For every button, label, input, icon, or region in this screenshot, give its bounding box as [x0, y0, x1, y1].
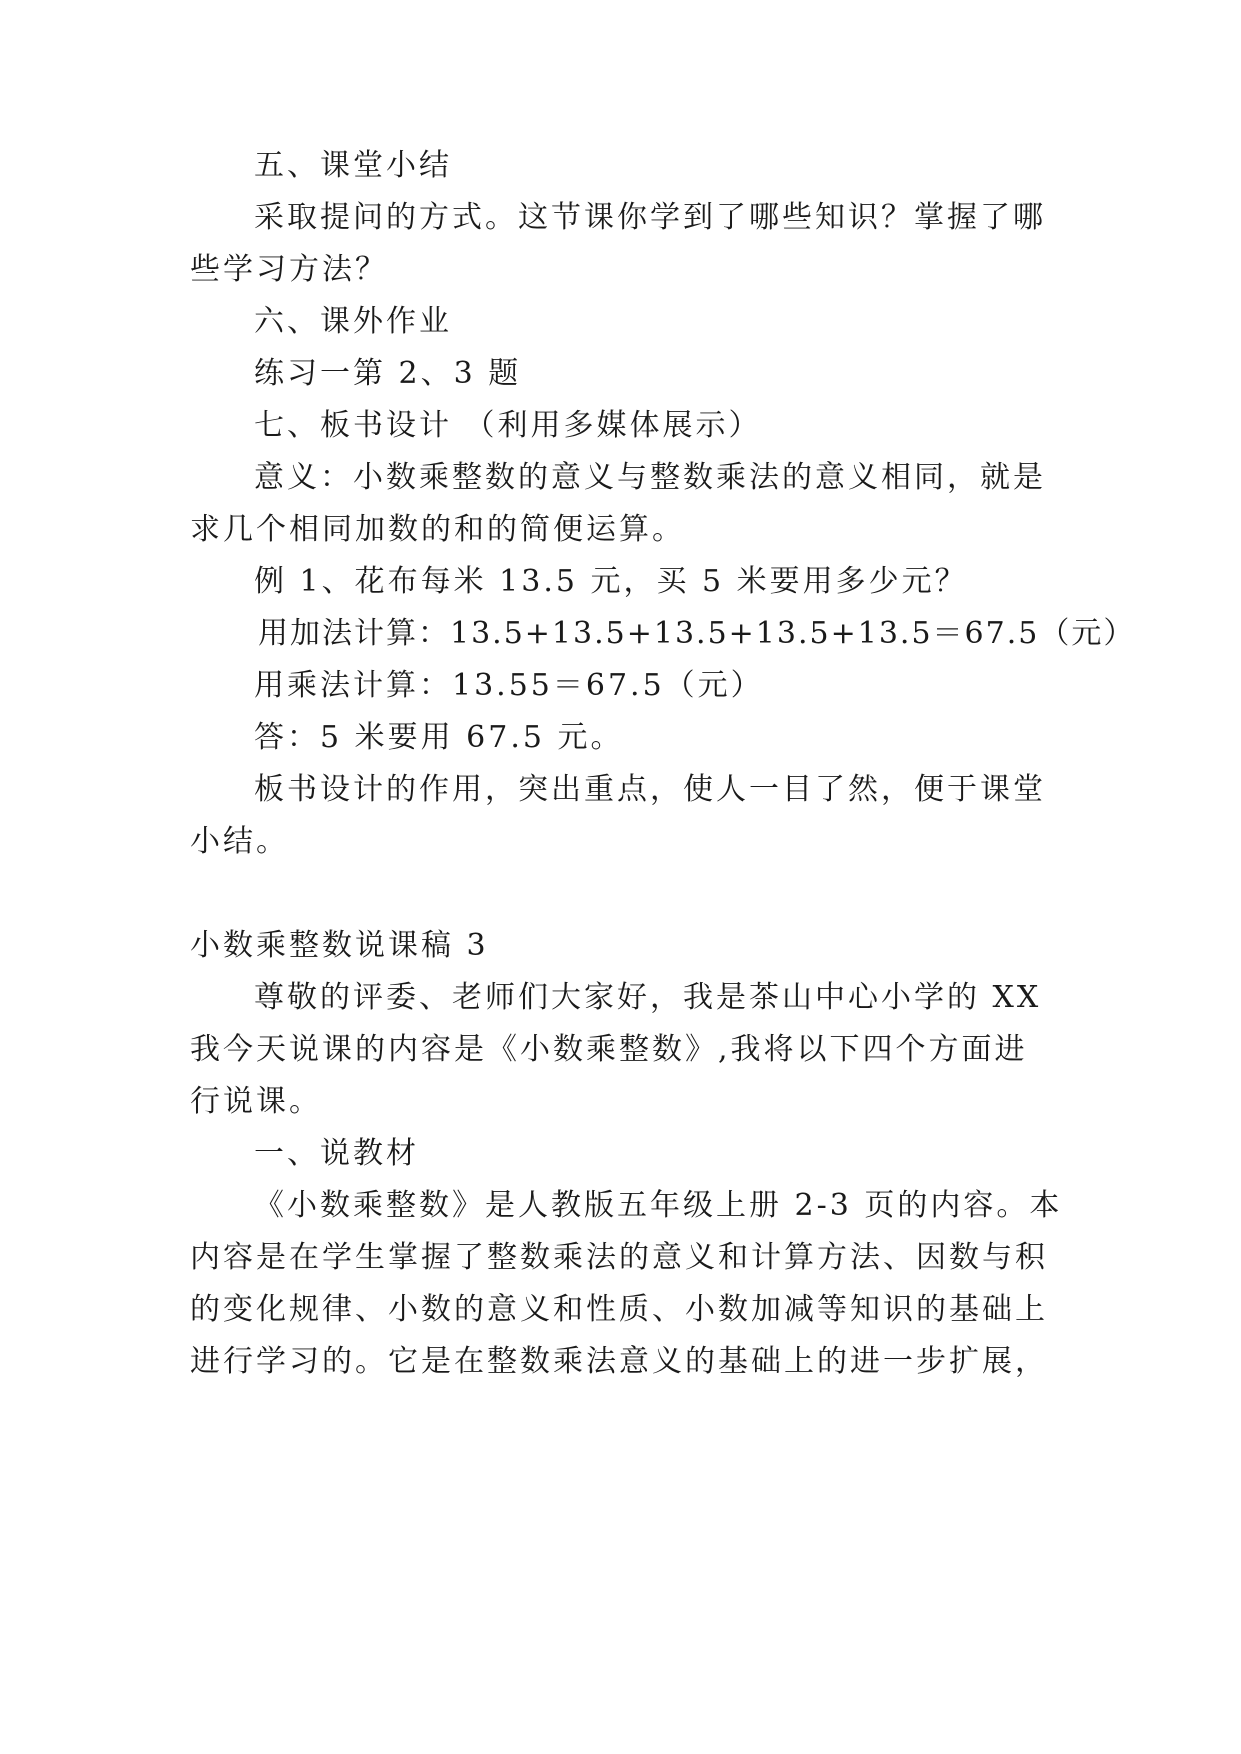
paragraph-line: 些学习方法？	[190, 252, 388, 287]
paragraph-line: 答：5 米要用 67.5 元。	[254, 720, 624, 755]
paragraph-line: 进行学习的。它是在整数乘法意义的基础上的进一步扩展，	[190, 1344, 1048, 1379]
section-heading-textbook: 一、说教材	[254, 1136, 419, 1171]
section-heading-summary: 五、课堂小结	[254, 148, 452, 183]
document-subtitle: 小数乘整数说课稿 3	[190, 928, 489, 963]
paragraph-line: 求几个相同加数的和的简便运算。	[190, 512, 685, 547]
paragraph-line: 例 1、花布每米 13.5 元，买 5 米要用多少元？	[254, 564, 968, 599]
paragraph-line: 行说课。	[190, 1084, 322, 1119]
paragraph-line: 意义：小数乘整数的意义与整数乘法的意义相同，就是	[254, 460, 1046, 495]
paragraph-line: 的变化规律、小数的意义和性质、小数加减等知识的基础上	[190, 1292, 1048, 1327]
paragraph-line: 尊敬的评委、老师们大家好，我是茶山中心小学的 XX	[254, 980, 1042, 1015]
paragraph-line: 练习一第 2、3 题	[254, 356, 522, 391]
paragraph-line: 我今天说课的内容是《小数乘整数》,我将以下四个方面进	[190, 1032, 1028, 1067]
paragraph-line: 板书设计的作用，突出重点，使人一目了然，便于课堂	[254, 772, 1046, 807]
section-heading-board-design: 七、板书设计 （利用多媒体展示）	[254, 408, 762, 443]
paragraph-line: 《小数乘整数》是人教版五年级上册 2-3 页的内容。本	[254, 1188, 1063, 1223]
paragraph-line: 用加法计算：13.5+13.5+13.5+13.5+13.5＝67.5（元）	[258, 616, 1136, 651]
paragraph-line: 采取提问的方式。这节课你学到了哪些知识？掌握了哪	[254, 200, 1046, 235]
section-heading-homework: 六、课外作业	[254, 304, 452, 339]
paragraph-line: 小结。	[190, 824, 289, 859]
paragraph-line: 内容是在学生掌握了整数乘法的意义和计算方法、因数与积	[190, 1240, 1048, 1275]
paragraph-line: 用乘法计算：13.55＝67.5（元）	[254, 668, 764, 703]
